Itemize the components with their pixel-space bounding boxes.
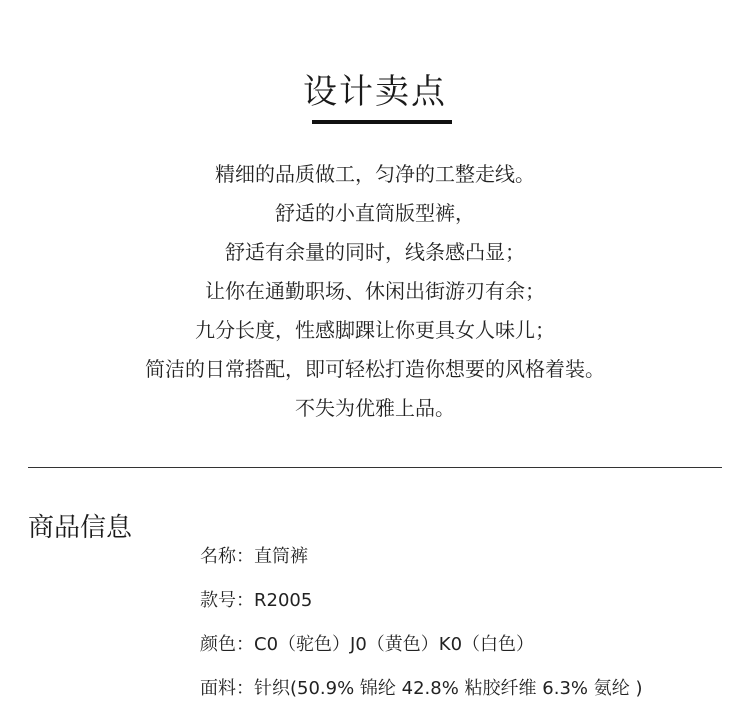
product-info-list [200, 535, 642, 711]
design-point-line: 简洁的日常搭配，即可轻松打造你想要的风格着装。 [145, 357, 605, 381]
section-divider [28, 467, 722, 468]
info-value: R2005 [254, 590, 313, 611]
info-label: 面料： [200, 678, 254, 699]
design-point-line: 舒适的小直筒版型裤， [275, 201, 475, 225]
info-value: 针织(50.9% 锦纶 42.8% 粘胶纤维 6.3% 氨纶 ) [254, 678, 643, 699]
design-point-line: 九分长度，性感脚踝让你更具女人味儿； [195, 318, 555, 342]
product-info-row-fabric [200, 667, 642, 711]
design-point-line: 不失为优雅上品。 [295, 396, 455, 420]
info-label: 款号： [200, 590, 254, 611]
design-point-line: 舒适有余量的同时，线条感凸显； [225, 240, 525, 264]
info-label: 名称： [200, 546, 254, 567]
product-info-heading: 商品信息 [28, 513, 133, 543]
title-underline [312, 120, 452, 124]
design-points-text [0, 155, 750, 428]
info-label: 颜色： [200, 634, 254, 655]
info-value: C0（驼色）J0（黄色）K0（白色） [254, 634, 535, 655]
product-info-row-style-number [200, 579, 642, 623]
design-point-line: 让你在通勤职场、休闲出街游刃有余； [205, 279, 545, 303]
product-info-row-name [200, 535, 642, 579]
design-points-title: 设计卖点 [303, 72, 447, 112]
design-point-line: 精细的品质做工，匀净的工整走线。 [215, 162, 535, 186]
info-value: 直筒裤 [254, 546, 308, 567]
product-info-row-color [200, 623, 642, 667]
